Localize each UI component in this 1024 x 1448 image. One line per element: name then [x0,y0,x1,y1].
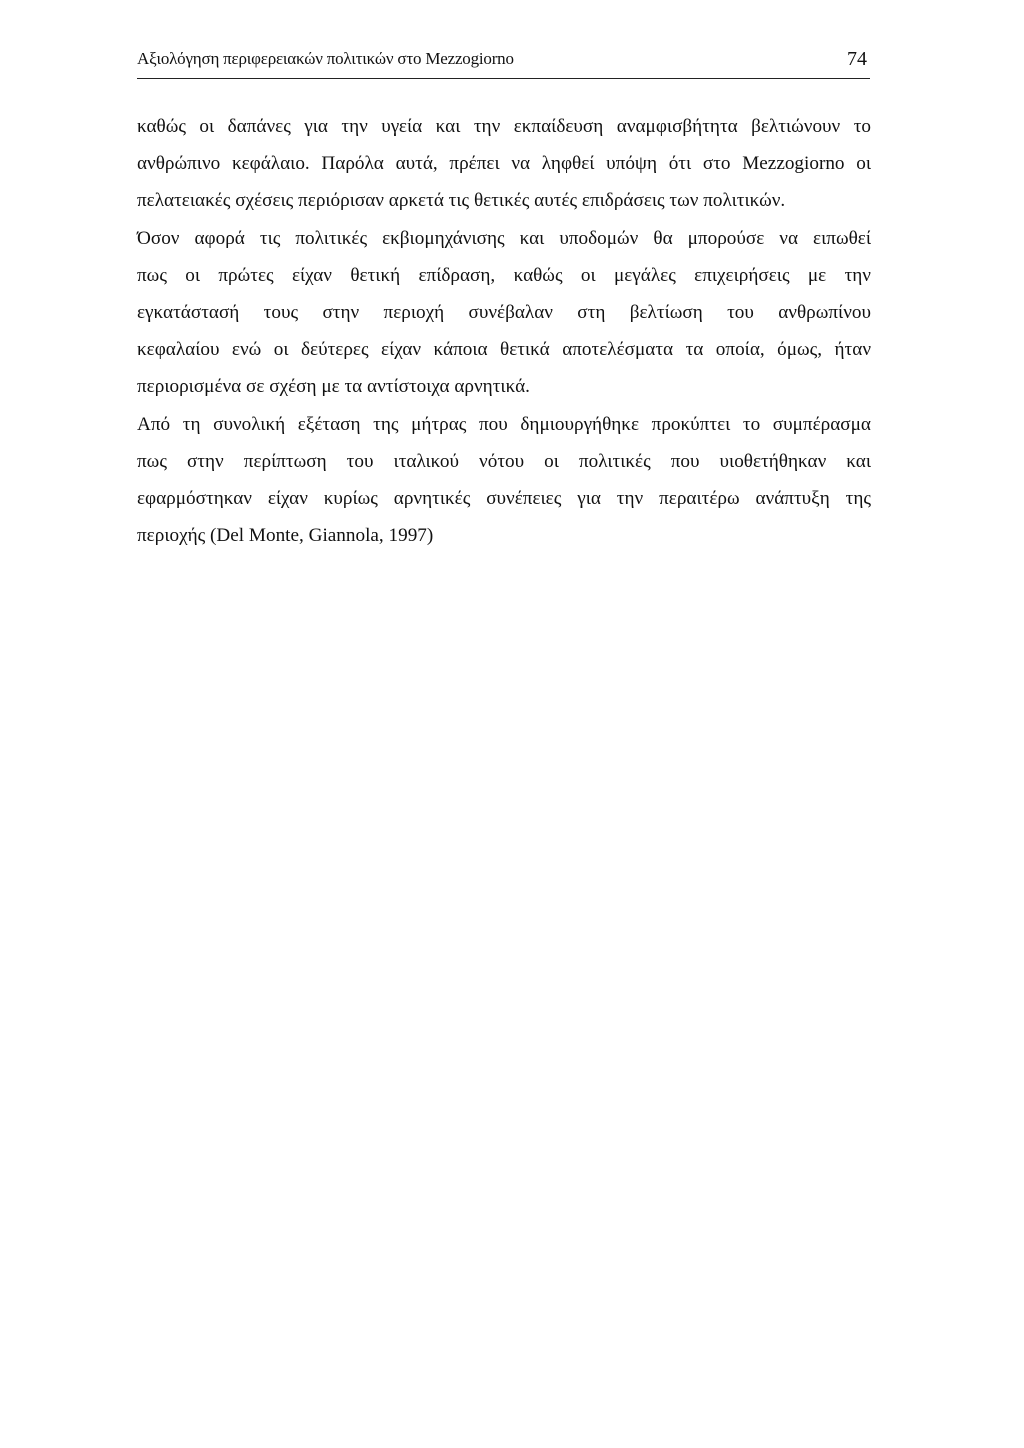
text-line: κεφαλαίου ενώ οι δεύτερες είχαν κάποια θετικά αποτελέσματα τα οποία, όμως, ήταν [137,339,871,361]
text-line: Όσον αφορά τις πολιτικές εκβιομηχάνισης και υποδομών θα μπορούσε να ειπωθεί [137,227,871,249]
text-line: εφαρμόστηκαν είχαν κυρίως αρνητικές συνέπειες για την περαιτέρω ανάπτυξη της [137,487,871,509]
text-line: πως στην περίπτωση του ιταλικού νότου οι πολιτικές που υιοθετήθηκαν και [137,450,871,472]
text-line: πως οι πρώτες είχαν θετική επίδραση, καθώς οι μεγάλες επιχειρήσεις με την [137,264,871,286]
text-line: ανθρώπινο κεφάλαιο. Παρόλα αυτά, πρέπει να ληφθεί υπόψη ότι στο Mezzogiorno οι [137,153,871,175]
page-number: 74 [847,48,867,70]
text-line: Από τη συνολική εξέταση της μήτρας που δημιουργήθηκε προκύπτει το συμπέρασμα [137,413,871,435]
text-line: εγκατάστασή τους στην περιοχή συνέβαλαν στη βελτίωση του ανθρωπίνου [137,301,871,323]
text-line: περιορισμένα σε σχέση με τα αντίστοιχα αρνητικά. [137,376,530,398]
header-title: Αξιολόγηση περιφερειακών πολιτικών στο Mezzogiorno [137,49,514,68]
text-line: καθώς οι δαπάνες για την υγεία και την εκπαίδευση αναμφισβήτητα βελτιώνουν το [137,116,871,137]
running-header [137,48,870,79]
body-text [137,108,871,554]
text-line: πελατειακές σχέσεις περιόρισαν αρκετά τις θετικές αυτές επιδράσεις των πολιτικών. [137,190,786,212]
text-line: περιοχής (Del Monte, Giannola, 1997) [137,525,434,547]
